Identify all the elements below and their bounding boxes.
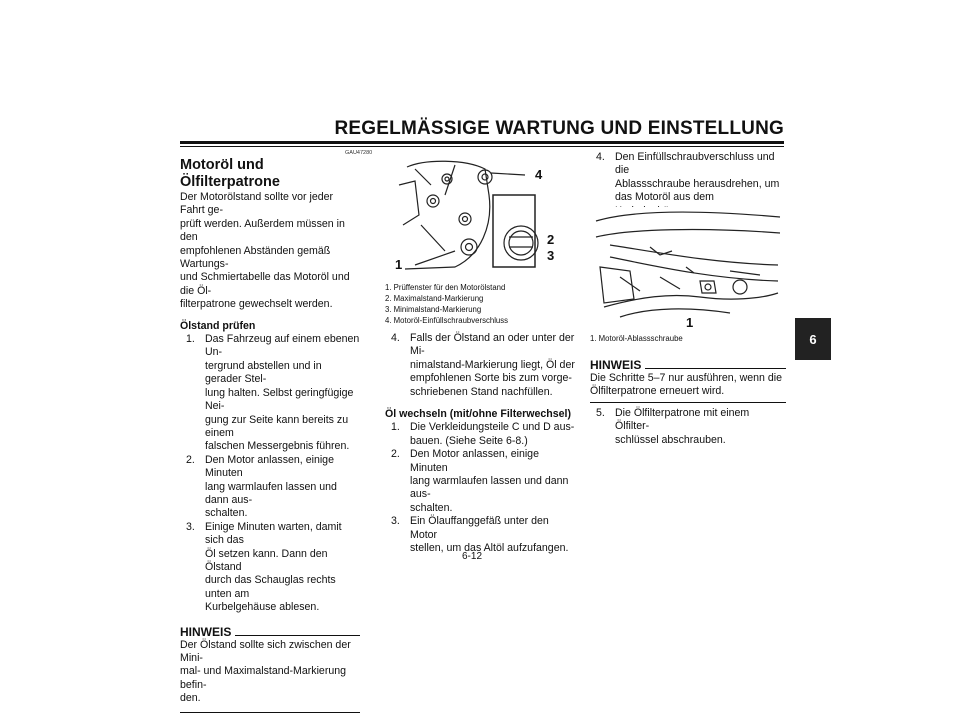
subsection-title: Öl wechseln (mit/ohne Filterwechsel) <box>385 408 572 421</box>
caption-item: 1. Prüffenster für den Motorölstand <box>385 283 506 292</box>
figure-caption: 1. Motoröl-Ablassschraube <box>590 334 683 343</box>
step-list <box>385 332 577 399</box>
hinweis-title: HINWEIS <box>180 624 232 639</box>
drain-bolt-figure <box>590 207 782 329</box>
oil-level-figure <box>385 155 575 277</box>
subsection-title: Ölstand prüfen <box>180 319 256 332</box>
header-rule-thin <box>180 146 784 147</box>
caption-item: 2. Maximalstand-Markierung <box>385 294 484 303</box>
chapter-tab: 6 <box>795 318 831 360</box>
hinweis-text: Der Ölstand sollte sich zwischen der Mini- mal- und Maximalstand-Markierung befin- den. <box>180 639 360 713</box>
intro-paragraph: Der Motorölstand sollte vor jeder Fahrt ge- prüft werden. Außerdem müssen in den empfohlenen Abständen gemäß Wartungs- und Schmiertabelle das Motoröl und die Öl- filterpatrone gewechselt werden. <box>180 191 350 311</box>
hinweis-box <box>590 358 786 403</box>
caption-item: 3. Minimalstand-Markierung <box>385 305 482 314</box>
right-column-bottom <box>590 333 786 447</box>
list-item: 4. Den Einfüllschraubverschluss und die Ablassschraube herausdrehen, um das Motoröl aus dem <box>596 151 780 204</box>
hinweis-text: Die Schritte 5–7 nur ausführen, wenn die Ölfilterpatrone erneuert wird. <box>590 372 786 403</box>
list-item: 1. Das Fahrzeug auf einem ebenen Un- tergrund abstellen und in gerader Stel- lung halten. Selbst geringfügige Nei- gung zur Seite kann bereits zu einem falschen Messergebnis führen. <box>186 333 360 453</box>
step-list <box>590 407 786 447</box>
figure-captions <box>385 282 577 326</box>
header-rule <box>180 141 784 144</box>
hinweis-box <box>180 625 360 713</box>
list-item: 2. Den Motor anlassen, einige Minuten lang warmlaufen lassen und dann aus- schalten. <box>186 453 337 520</box>
hinweis-title: HINWEIS <box>590 358 642 372</box>
section-title: Motoröl und Ölfilterpatrone <box>180 157 280 190</box>
figure-label: 2 <box>547 232 555 247</box>
list-item: 3. Einige Minuten warten, damit sich das Öl setzen kann. Dann den Ölstand durch das Schauglas rechts unten am Kurbelgehäuse ablesen. <box>186 520 342 614</box>
figure-label: 4 <box>535 167 543 182</box>
list-item: 3. Ein Ölauffanggefäß unter den Motor stellen, um das Altöl aufzufangen. <box>391 515 569 555</box>
list-item: 5. Die Ölfilterpatrone mit einem Ölfilter- schlüssel abschrauben. <box>596 406 750 446</box>
caption-item: 4. Motoröl-Einfüllschraubverschluss <box>385 316 509 325</box>
list-item: 2. Den Motor anlassen, einige Minuten lang warmlaufen lassen und dann aus- schalten. <box>391 448 569 514</box>
middle-column <box>385 282 577 556</box>
figure-label: 1 <box>686 315 694 330</box>
step-list <box>385 421 577 555</box>
left-column <box>180 157 360 713</box>
page-title: REGELMÄSSIGE WARTUNG UND EINSTELLUNG <box>334 118 784 139</box>
page-number: 6-12 <box>462 551 483 562</box>
drain-illustration <box>590 207 782 329</box>
list-item: 1. Die Verkleidungsteile C und D aus- bauen. (Siehe Seite 6-8.) <box>391 421 575 447</box>
list-item: 4. Falls der Ölstand an oder unter der Mi- nimalstand-Markierung liegt, Öl der empfohlenen Sorte bis zum vorge- schriebenen Stand nachfüllen. <box>391 332 575 398</box>
figure-label: 3 <box>547 248 555 263</box>
step-list <box>180 333 360 615</box>
figure-label: 1 <box>395 257 403 272</box>
section-code: GAU47280 <box>345 150 373 156</box>
